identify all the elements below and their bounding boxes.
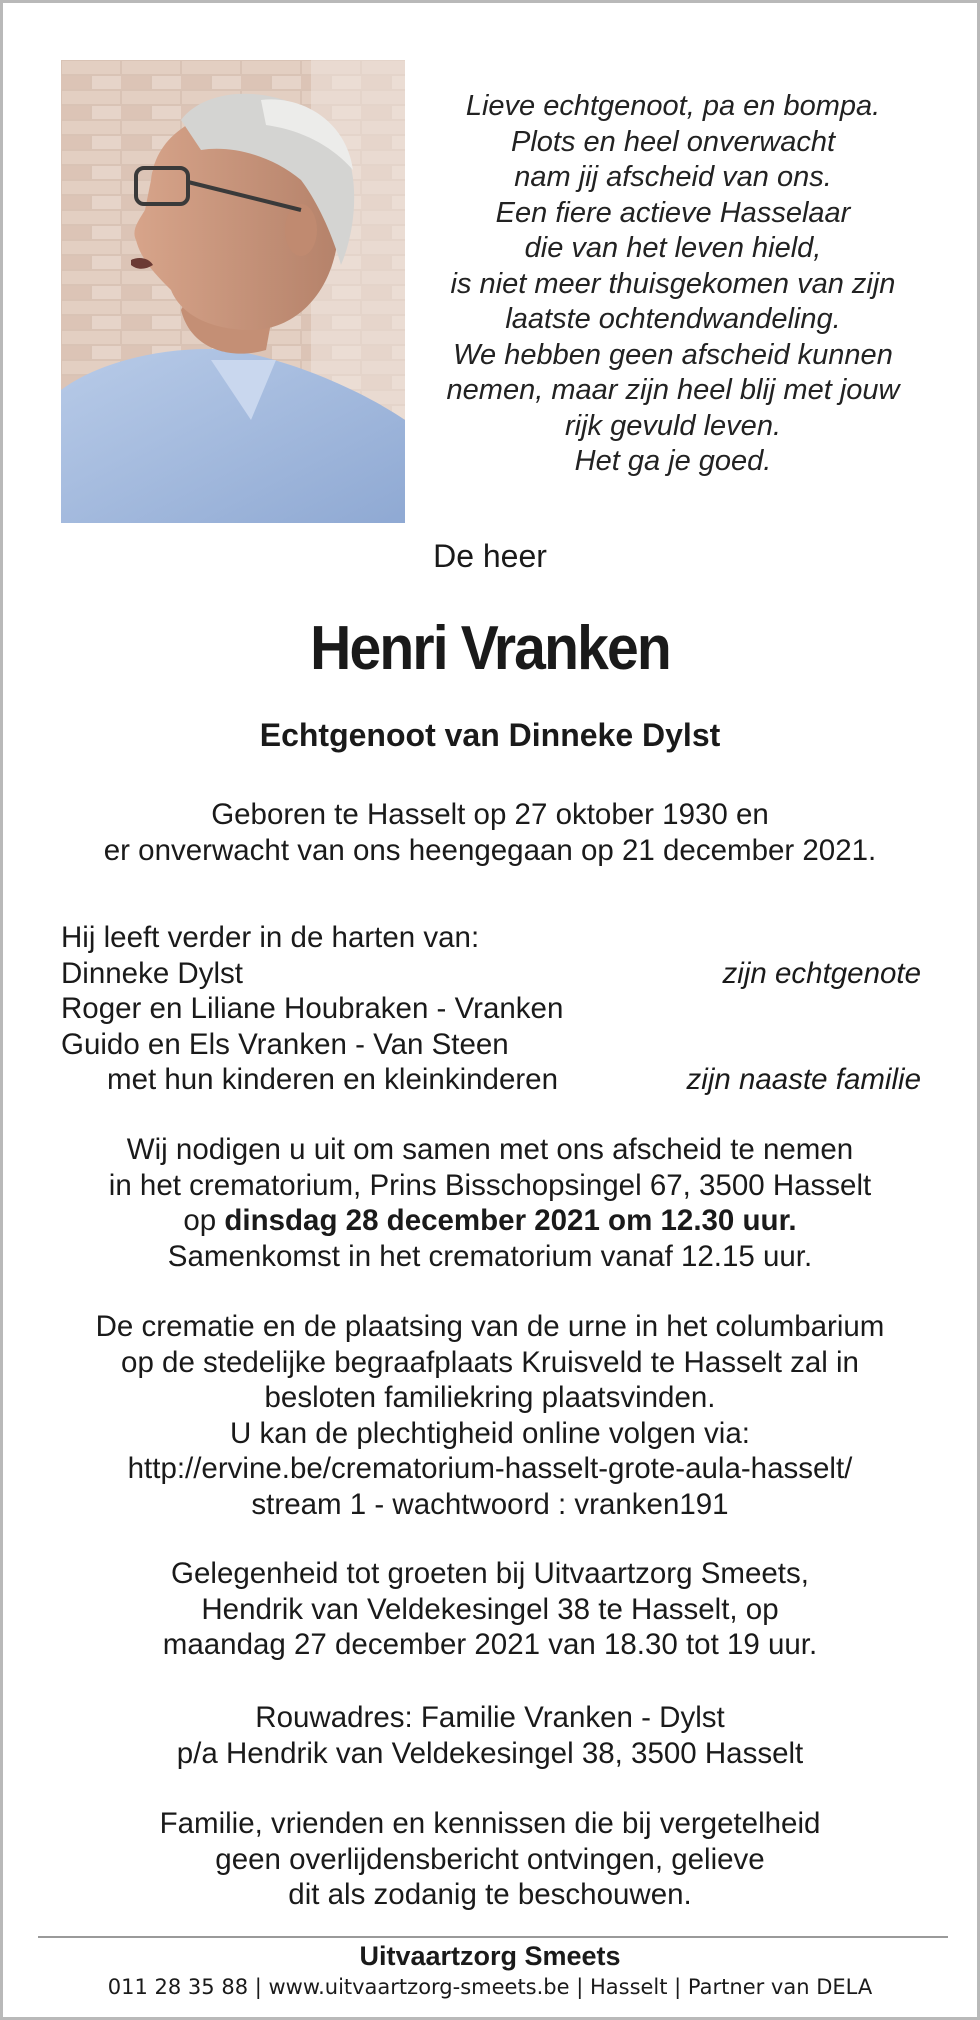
poem-line: nam jij afscheid van ons.	[514, 161, 832, 193]
ceremony-datetime: dinsdag 28 december 2021 om 12.30 uur.	[224, 1204, 797, 1237]
survivors-intro: Hij leeft verder in de harten van:	[61, 921, 480, 954]
survivor-relation: zijn naaste familie	[686, 1063, 921, 1096]
poem-line: Een fiere actieve Hasselaar	[495, 196, 851, 229]
honorific: De heer	[433, 538, 547, 574]
cremation-line: U kan de plechtigheid online volgen via:	[230, 1416, 750, 1450]
survivor-name: met hun kinderen en kleinkinderen	[107, 1063, 558, 1096]
poem-line: We hebben geen afscheid kunnen	[453, 338, 893, 371]
visitation-line: Gelegenheid tot groeten bij Uitvaartzorg Smeets,	[171, 1557, 809, 1590]
cremation-line: De crematie en de plaatsing van de urne in het columbarium	[95, 1310, 885, 1343]
deceased-name: Henri Vranken	[310, 614, 670, 683]
death-line: er onverwacht van ons heengegaan op 21 december 2021.	[103, 833, 877, 867]
survivor-relation: zijn echtgenote	[722, 956, 921, 990]
survivor-row	[61, 991, 921, 1027]
birth-death-text	[3, 797, 977, 868]
note-line: Familie, vrienden en kennissen die bij vergetelheid	[159, 1807, 821, 1840]
poem-line: die van het leven hield,	[524, 232, 822, 264]
poem-line: is niet meer thuisgekomen van zijn	[450, 267, 896, 300]
visitation-line: Hendrik van Veldekesingel 38 te Hasselt, op	[201, 1592, 779, 1626]
portrait-photo	[61, 60, 405, 523]
visitation-line: maandag 27 december 2021 van 18.30 tot 19 uur.	[162, 1628, 818, 1661]
ceremony-invitation	[3, 1132, 977, 1274]
mourning-address	[3, 1700, 977, 1771]
poem-line: Lieve echtgenoot, pa en bompa.	[465, 90, 881, 122]
invitation-line: Samenkomst in het crematorium vanaf 12.15 uur.	[167, 1239, 813, 1273]
address-line: Rouwadres: Familie Vranken - Dylst	[255, 1701, 725, 1734]
cremation-info	[3, 1309, 977, 1522]
stream-link[interactable]: http://ervine.be/crematorium-hasselt-grote-aula-hasselt/	[127, 1452, 853, 1485]
poem-line: laatste ochtendwandeling.	[505, 303, 841, 335]
survivor-name: Dinneke Dylst	[61, 956, 243, 990]
note-line: dit als zodanig te beschouwen.	[288, 1878, 692, 1911]
cremation-line: besloten familiekring plaatsvinden.	[264, 1381, 716, 1414]
poem-line: Het ga je goed.	[574, 445, 772, 477]
survivor-row	[61, 956, 921, 992]
survivors-list	[61, 920, 921, 1098]
invitation-datetime-line	[3, 1203, 977, 1239]
funeral-home-name: Uitvaartzorg Smeets	[359, 1941, 621, 1971]
portrait-image	[61, 60, 405, 523]
visitation-info	[3, 1556, 977, 1663]
cremation-line: op de stedelijke begraafplaats Kruisveld te Hasselt zal in	[121, 1345, 859, 1379]
survivor-name: Guido en Els Vranken - Van Steen	[61, 1027, 509, 1061]
invitation-prefix: op	[183, 1204, 225, 1237]
stream-password: stream 1 - wachtwoord : vranken191	[251, 1487, 729, 1521]
spouse-line: Echtgenoot van Dinneke Dylst	[259, 717, 721, 753]
survivor-row	[61, 1027, 921, 1063]
address-line: p/a Hendrik van Veldekesingel 38, 3500 Hasselt	[176, 1736, 804, 1770]
funeral-home-contact: 011 28 35 88 | www.uitvaartzorg-smeets.be | Hasselt | Partner van DELA	[107, 1975, 873, 1999]
poem-line: Plots en heel onverwacht	[510, 125, 836, 158]
survivor-name: Roger en Liliane Houbraken - Vranken	[61, 992, 564, 1025]
poem-line: rijk gevuld leven.	[565, 409, 781, 442]
invitation-line: in het crematorium, Prins Bisschopsingel 67, 3500 Hasselt	[108, 1168, 872, 1202]
survivor-row	[61, 1062, 921, 1098]
birth-line: Geboren te Hasselt op 27 oktober 1930 en	[211, 798, 769, 831]
footer-divider	[38, 1936, 948, 1938]
notice-note	[3, 1806, 977, 1913]
poem-line: nemen, maar zijn heel blij met jouw	[446, 374, 900, 406]
invitation-line: Wij nodigen u uit om samen met ons afscheid te nemen	[126, 1133, 854, 1166]
note-line: geen overlijdensbericht ontvingen, gelieve	[215, 1842, 765, 1876]
memorial-poem	[423, 89, 923, 480]
